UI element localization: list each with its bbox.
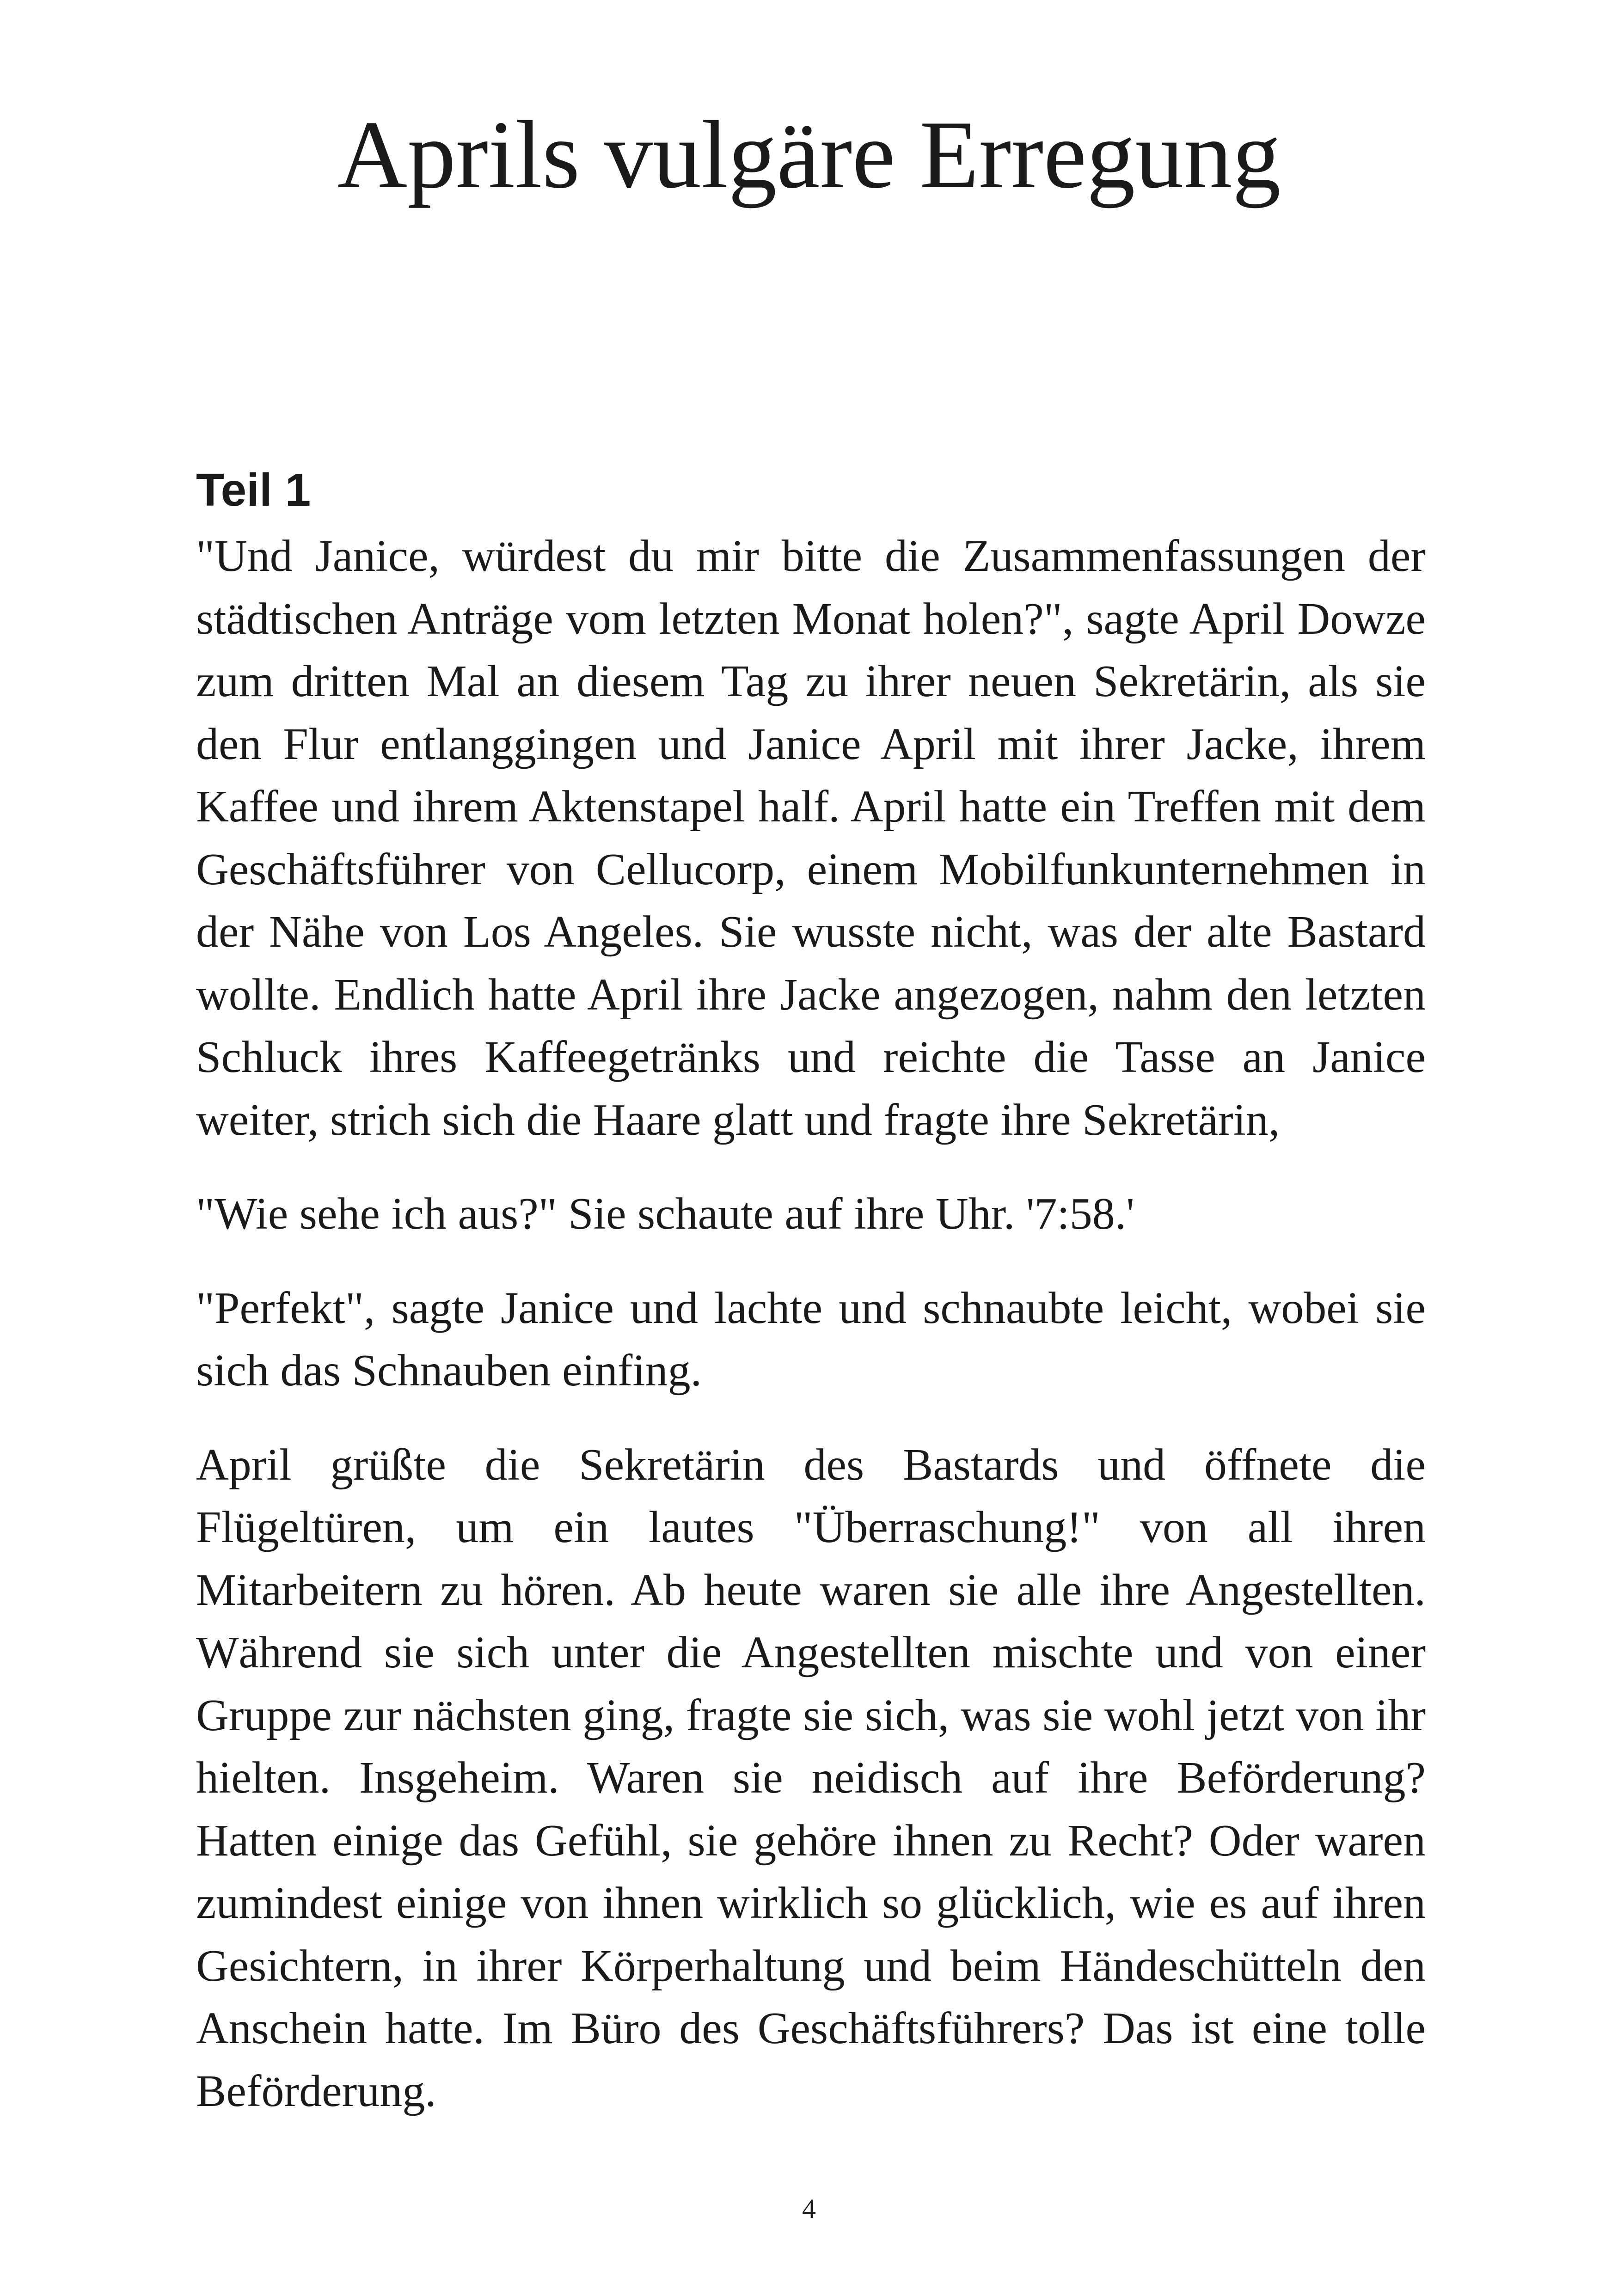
paragraph: "Perfekt", sagte Janice und lachte und schnaubte leicht, wobei sie sich das Schnauben einfing.	[196, 1283, 1426, 1396]
chapter-title: Aprils vulgäre Erregung	[337, 101, 1281, 208]
paragraph: "Und Janice, würdest du mir bitte die Zusammenfassungen der städtischen Anträge vom letzten Monat holen?", sagte April Dowze zum dritten Mal an diesem Tag zu ihrer neuen Sekretärin, als sie den Flur entlanggingen und Janice April mit ihrer Jacke, ihrem Kaffee und ihrem Aktenstapel half. April hatte ein Treffen mit dem Geschäftsführer von Cellucorp, einem Mobilfunkunternehmen in der Nähe von Los Angeles. Sie wusste nicht, was der alte Bastard wollte. Endlich hatte April ihre Jacke angezogen, nahm den letzten Schluck ihres Kaffeegetränks und reichte die Tasse an Janice weiter, strich sich die Haare glatt und fragte ihre Sekretärin,	[196, 531, 1426, 1145]
section-heading: Teil 1	[196, 464, 311, 516]
paragraph: "Wie sehe ich aus?" Sie schaute auf ihre Uhr. '7:58.'	[196, 1189, 1134, 1239]
page-number: 4	[802, 2193, 816, 2224]
chapter-body	[196, 458, 1426, 2154]
paragraph: April grüßte die Sekretärin des Bastards und öffnete die Flügeltüren, um ein lautes "Überraschung!" von all ihren Mitarbeitern zu hören. Ab heute waren sie alle ihre Angestellten. Während sie sich unter die Angestellten mischte und von einer Gruppe zur nächsten ging, fragte sie sich, was sie wohl jetzt von ihr hielten. Insgeheim. Waren sie neidisch auf ihre Beförderung? Hatten einige das Gefühl, sie gehöre ihnen zu Recht? Oder waren zumindest einige von ihnen wirklich so glücklich, wie es auf ihren Gesichtern, in ihrer Körperhaltung und beim Händeschütteln den Anschein hatte. Im Büro des Geschäftsführers? Das ist eine tolle Beförderung.	[196, 1439, 1426, 2116]
